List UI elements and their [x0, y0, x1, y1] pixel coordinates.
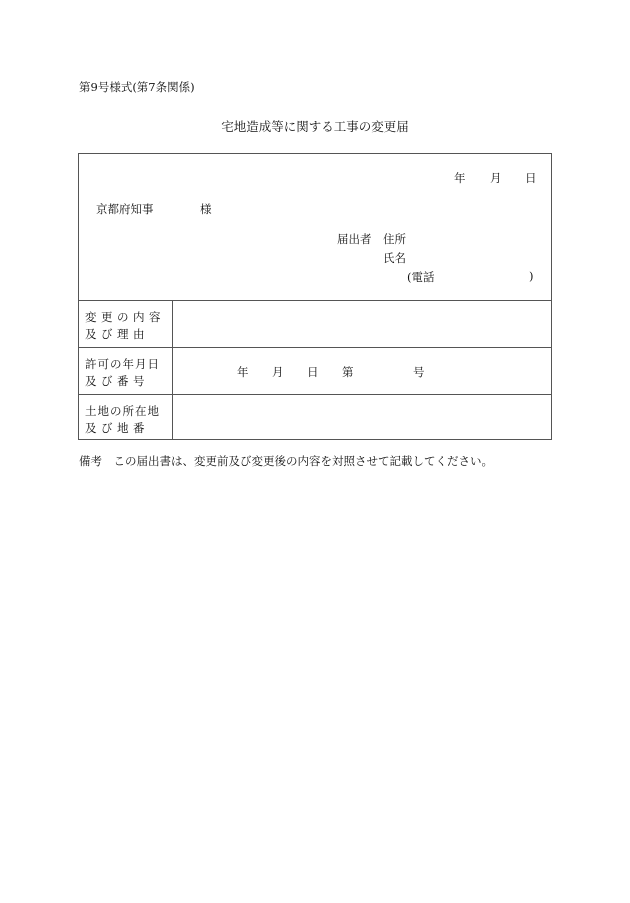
row-label-land-number: 及び地番	[85, 421, 149, 435]
phone-close-paren: )	[529, 269, 534, 283]
footnote: 備考 この届出書は、変更前及び変更後の内容を対照させて記載してください。	[79, 454, 493, 468]
date-year-label: 年	[454, 171, 466, 185]
row-label-land-location: 土地の所在地	[85, 404, 160, 418]
row-divider	[79, 347, 551, 348]
document-title: 宅地造成等に関する工事の変更届	[221, 119, 409, 134]
form-table	[78, 153, 552, 440]
row-label-permit-number: 及び番号	[85, 374, 149, 388]
row-label-permit-date: 許可の年月日	[85, 357, 160, 371]
row-divider	[79, 300, 551, 301]
date-month-label: 月	[490, 171, 502, 185]
permit-number-prefix: 第	[342, 365, 354, 379]
name-label: 氏名	[383, 251, 406, 265]
addressee-honorific: 様	[200, 202, 212, 216]
permit-month-label: 月	[272, 365, 284, 379]
permit-number-suffix: 号	[413, 365, 425, 379]
address-label: 住所	[383, 232, 406, 246]
date-day-label: 日	[525, 171, 537, 185]
phone-label: (電話	[407, 270, 435, 284]
row-divider	[79, 394, 551, 395]
addressee-name: 京都府知事	[96, 202, 154, 216]
row-label-change-content: 変更の内容	[85, 310, 165, 324]
permit-day-label: 日	[307, 365, 319, 379]
notifier-label: 届出者	[337, 232, 372, 246]
row-label-change-reason: 及び理由	[85, 327, 149, 341]
form-number: 第9号様式(第7条関係)	[79, 80, 195, 94]
permit-year-label: 年	[237, 365, 249, 379]
column-divider	[172, 300, 173, 440]
